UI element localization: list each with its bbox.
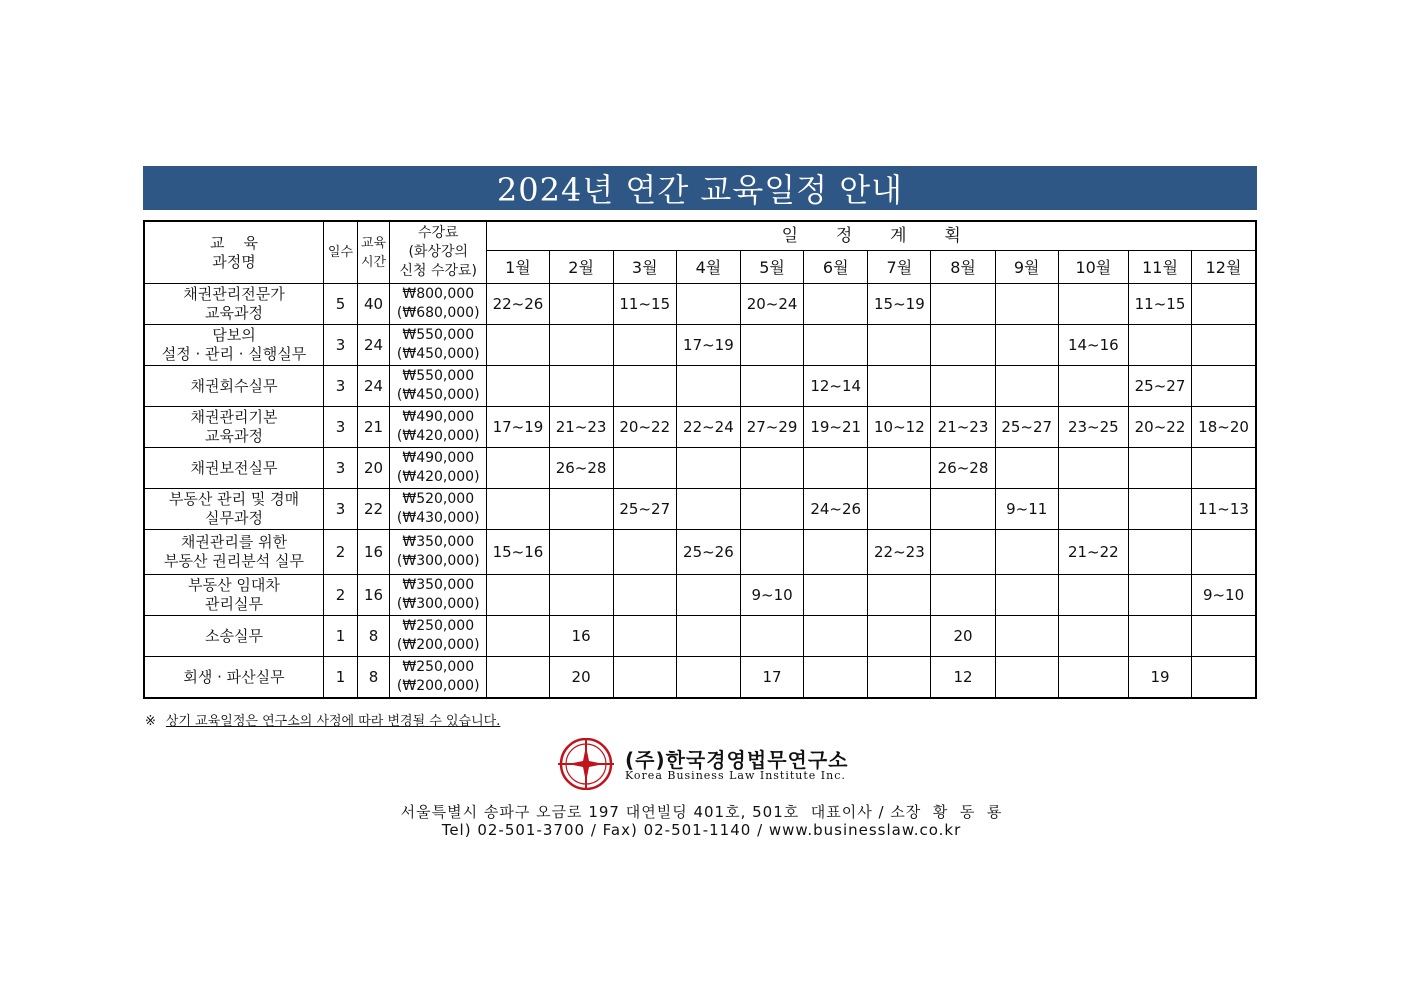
schedule-date-cell (740, 325, 803, 366)
schedule-date-cell: 22~26 (487, 284, 549, 325)
month-header: 7월 (868, 251, 931, 284)
fee-cell (390, 407, 487, 448)
schedule-date-cell (1058, 575, 1128, 616)
table-row (144, 325, 1256, 366)
course-name-cell (144, 407, 323, 448)
schedule-date-cell (740, 366, 803, 407)
schedule-date-cell (1128, 530, 1191, 575)
schedule-date-cell (804, 575, 868, 616)
schedule-date-cell: 9~10 (1192, 575, 1256, 616)
schedule-date-cell (613, 530, 676, 575)
days-cell: 2 (323, 530, 357, 575)
fee-cell (390, 657, 487, 699)
schedule-date-cell (549, 489, 613, 530)
schedule-date-cell (487, 448, 549, 489)
schedule-date-cell (804, 284, 868, 325)
plan-header: 일 정 계 획 (487, 221, 1256, 251)
schedule-date-cell: 21~22 (1058, 530, 1128, 575)
course-name-line1: 회생 · 파산실무 (183, 667, 285, 686)
course-name-cell (144, 489, 323, 530)
schedule-date-cell (1128, 448, 1191, 489)
schedule-date-cell (868, 575, 931, 616)
schedule-date-cell (613, 325, 676, 366)
fee-online-amount: (₩200,000) (396, 678, 480, 694)
month-header: 11월 (1128, 251, 1191, 284)
schedule-date-cell (676, 616, 740, 657)
days-cell: 1 (323, 616, 357, 657)
days-cell: 3 (323, 366, 357, 407)
table-row (144, 407, 1256, 448)
schedule-note (145, 710, 500, 729)
course-name-cell (144, 366, 323, 407)
course-name-line1: 담보의 (212, 326, 256, 344)
month-header: 4월 (676, 251, 740, 284)
schedule-date-cell: 11~15 (1128, 284, 1191, 325)
schedule-date-cell (1192, 530, 1256, 575)
schedule-date-cell (549, 366, 613, 407)
table-row (144, 284, 1256, 325)
schedule-date-cell (676, 489, 740, 530)
schedule-date-cell (549, 575, 613, 616)
schedule-date-cell (613, 657, 676, 699)
schedule-date-cell (995, 530, 1058, 575)
note-mark: ※ (145, 714, 156, 729)
schedule-date-cell (995, 325, 1058, 366)
hours-header-line1: 교육 (361, 235, 387, 251)
schedule-date-cell: 22~24 (676, 407, 740, 448)
schedule-date-cell (868, 325, 931, 366)
days-cell: 3 (323, 448, 357, 489)
schedule-date-cell (868, 448, 931, 489)
table-row (144, 530, 1256, 575)
schedule-date-cell (676, 657, 740, 699)
fee-online-amount: (₩450,000) (396, 387, 480, 403)
fee-cell (390, 448, 487, 489)
schedule-table (143, 220, 1257, 699)
company-name-en: Korea Business Law Institute Inc. (625, 769, 846, 782)
fee-cell (390, 616, 487, 657)
hours-cell: 16 (358, 530, 390, 575)
course-name-line2: 교육과정 (204, 427, 263, 445)
table-row (144, 657, 1256, 699)
course-name-line1: 부동산 임대차 (188, 576, 280, 594)
schedule-date-cell: 25~27 (613, 489, 676, 530)
course-header (144, 221, 323, 284)
course-name-cell (144, 657, 323, 699)
schedule-date-cell: 15~16 (487, 530, 549, 575)
course-name-line1: 부동산 관리 및 경매 (168, 490, 300, 508)
schedule-date-cell: 20~24 (740, 284, 803, 325)
fee-amount: ₩250,000 (402, 659, 475, 675)
table-row (144, 366, 1256, 407)
course-name-cell (144, 325, 323, 366)
month-header: 10월 (1058, 251, 1128, 284)
schedule-date-cell (868, 657, 931, 699)
fee-online-amount: (₩450,000) (396, 346, 480, 362)
schedule-date-cell (1128, 325, 1191, 366)
schedule-date-cell: 11~15 (613, 284, 676, 325)
schedule-date-cell: 25~27 (1128, 366, 1191, 407)
course-name-cell (144, 616, 323, 657)
schedule-date-cell: 22~23 (868, 530, 931, 575)
table-row (144, 448, 1256, 489)
schedule-date-cell (740, 448, 803, 489)
schedule-date-cell (995, 657, 1058, 699)
fee-header (390, 221, 487, 284)
schedule-date-cell (868, 366, 931, 407)
hours-cell: 22 (358, 489, 390, 530)
month-header: 2월 (549, 251, 613, 284)
month-header: 1월 (487, 251, 549, 284)
hours-cell: 20 (358, 448, 390, 489)
schedule-body (144, 284, 1256, 699)
schedule-date-cell (1192, 284, 1256, 325)
schedule-date-cell: 19 (1128, 657, 1191, 699)
schedule-date-cell (931, 284, 995, 325)
fee-online-amount: (₩680,000) (396, 305, 480, 321)
days-cell: 3 (323, 489, 357, 530)
fee-online-amount: (₩420,000) (396, 469, 480, 485)
month-header: 3월 (613, 251, 676, 284)
month-header: 12월 (1192, 251, 1256, 284)
days-cell: 2 (323, 575, 357, 616)
schedule-date-cell: 12~14 (804, 366, 868, 407)
fee-amount: ₩350,000 (402, 577, 475, 593)
schedule-date-cell (676, 575, 740, 616)
company-logo (556, 738, 876, 790)
schedule-date-cell: 27~29 (740, 407, 803, 448)
schedule-date-cell (1058, 284, 1128, 325)
schedule-date-cell: 25~27 (995, 407, 1058, 448)
schedule-date-cell (931, 530, 995, 575)
schedule-date-cell (804, 616, 868, 657)
company-name-ko: (주)한국경영법무연구소 (625, 748, 849, 772)
schedule-date-cell (1058, 616, 1128, 657)
days-cell: 5 (323, 284, 357, 325)
fee-online-amount: (₩430,000) (396, 510, 480, 526)
course-name-line2: 설정 · 관리 · 실행실무 (161, 345, 307, 363)
course-name-line2: 교육과정 (204, 304, 263, 322)
fee-header-line3: 신청 수강료) (399, 263, 477, 279)
schedule-date-cell (487, 489, 549, 530)
fee-online-amount: (₩300,000) (396, 596, 480, 612)
course-header-line2: 과정명 (212, 252, 256, 271)
company-address: 서울특별시 송파구 오금로 197 대연빌딩 401호, 501호 대표이사 / 소장 황 동 룡 (400, 803, 1003, 821)
month-header: 8월 (931, 251, 995, 284)
schedule-date-cell (1192, 325, 1256, 366)
course-name-cell (144, 575, 323, 616)
schedule-date-cell (931, 325, 995, 366)
schedule-date-cell: 12 (931, 657, 995, 699)
course-name-cell (144, 448, 323, 489)
course-header-line1: 교 육 (209, 233, 258, 252)
course-name-line1: 소송실무 (204, 626, 263, 645)
month-header: 5월 (740, 251, 803, 284)
fee-amount: ₩250,000 (402, 618, 475, 634)
schedule-date-cell: 20~22 (1128, 407, 1191, 448)
schedule-date-cell (1192, 616, 1256, 657)
schedule-date-cell (995, 284, 1058, 325)
schedule-date-cell: 21~23 (549, 407, 613, 448)
schedule-date-cell: 16 (549, 616, 613, 657)
schedule-date-cell: 17~19 (676, 325, 740, 366)
fee-amount: ₩350,000 (402, 534, 475, 550)
hours-cell: 21 (358, 407, 390, 448)
fee-amount: ₩550,000 (402, 327, 475, 343)
fee-amount: ₩490,000 (402, 409, 475, 425)
schedule-date-cell (931, 489, 995, 530)
hours-cell: 16 (358, 575, 390, 616)
schedule-date-cell (676, 284, 740, 325)
course-name-line2: 실무과정 (204, 509, 263, 527)
schedule-date-cell: 20 (931, 616, 995, 657)
schedule-date-cell: 17 (740, 657, 803, 699)
schedule-date-cell (804, 448, 868, 489)
schedule-date-cell (868, 616, 931, 657)
schedule-date-cell (549, 530, 613, 575)
schedule-date-cell (1058, 489, 1128, 530)
course-name-cell (144, 530, 323, 575)
schedule-date-cell (868, 489, 931, 530)
schedule-date-cell (676, 448, 740, 489)
schedule-date-cell (613, 616, 676, 657)
table-row (144, 489, 1256, 530)
schedule-date-cell: 24~26 (804, 489, 868, 530)
fee-header-line2: (화상강의 (408, 244, 469, 260)
schedule-date-cell (995, 448, 1058, 489)
schedule-date-cell (995, 575, 1058, 616)
schedule-date-cell (487, 657, 549, 699)
schedule-date-cell: 20~22 (613, 407, 676, 448)
fee-cell (390, 489, 487, 530)
schedule-date-cell (487, 366, 549, 407)
schedule-date-cell: 11~13 (1192, 489, 1256, 530)
schedule-date-cell (740, 530, 803, 575)
schedule-date-cell (1192, 657, 1256, 699)
hours-cell: 8 (358, 616, 390, 657)
course-name-line2: 부동산 권리분석 실무 (164, 552, 304, 570)
fee-cell (390, 530, 487, 575)
fee-header-line1: 수강료 (417, 225, 459, 241)
hours-cell: 24 (358, 325, 390, 366)
fee-amount: ₩550,000 (402, 368, 475, 384)
schedule-date-cell (1192, 366, 1256, 407)
hours-cell: 24 (358, 366, 390, 407)
schedule-date-cell (1058, 448, 1128, 489)
schedule-date-cell: 9~11 (995, 489, 1058, 530)
schedule-date-cell: 19~21 (804, 407, 868, 448)
schedule-date-cell (487, 325, 549, 366)
schedule-date-cell: 21~23 (931, 407, 995, 448)
schedule-date-cell: 26~28 (549, 448, 613, 489)
schedule-date-cell: 10~12 (868, 407, 931, 448)
course-name-line1: 채권회수실무 (190, 376, 278, 395)
schedule-date-cell (549, 284, 613, 325)
schedule-date-cell (995, 616, 1058, 657)
fee-amount: ₩490,000 (402, 450, 475, 466)
fee-cell (390, 366, 487, 407)
schedule-date-cell: 26~28 (931, 448, 995, 489)
fee-online-amount: (₩420,000) (396, 428, 480, 444)
schedule-date-cell (804, 657, 868, 699)
course-name-line1: 채권관리전문가 (183, 285, 285, 303)
fee-online-amount: (₩200,000) (396, 637, 480, 653)
schedule-date-cell: 23~25 (1058, 407, 1128, 448)
hours-cell: 40 (358, 284, 390, 325)
fee-amount: ₩520,000 (402, 491, 475, 507)
schedule-date-cell: 15~19 (868, 284, 931, 325)
schedule-date-cell (1192, 448, 1256, 489)
fee-cell (390, 284, 487, 325)
course-name-line1: 채권보전실무 (190, 458, 278, 477)
schedule-date-cell (995, 366, 1058, 407)
schedule-date-cell (1058, 366, 1128, 407)
schedule-date-cell (1128, 616, 1191, 657)
fee-online-amount: (₩300,000) (396, 553, 480, 569)
month-header: 6월 (804, 251, 868, 284)
table-row (144, 575, 1256, 616)
schedule-date-cell: 14~16 (1058, 325, 1128, 366)
schedule-date-cell (487, 616, 549, 657)
schedule-date-cell (931, 575, 995, 616)
schedule-date-cell (1128, 575, 1191, 616)
schedule-date-cell: 25~26 (676, 530, 740, 575)
schedule-date-cell (1128, 489, 1191, 530)
course-name-cell (144, 284, 323, 325)
month-header: 9월 (995, 251, 1058, 284)
schedule-date-cell: 17~19 (487, 407, 549, 448)
schedule-date-cell: 18~20 (1192, 407, 1256, 448)
table-row (144, 616, 1256, 657)
schedule-date-cell (487, 575, 549, 616)
schedule-date-cell (804, 530, 868, 575)
hours-cell: 8 (358, 657, 390, 699)
schedule-date-cell (549, 325, 613, 366)
hours-header-line2: 시간 (361, 254, 387, 270)
schedule-date-cell (676, 366, 740, 407)
page-title: 2024년 연간 교육일정 안내 (143, 166, 1257, 210)
schedule-date-cell (1058, 657, 1128, 699)
schedule-date-cell (613, 366, 676, 407)
days-cell: 3 (323, 407, 357, 448)
schedule-date-cell (740, 489, 803, 530)
schedule-date-cell (740, 616, 803, 657)
fee-amount: ₩800,000 (402, 286, 475, 302)
days-cell: 3 (323, 325, 357, 366)
schedule-date-cell (804, 325, 868, 366)
note-text: 상기 교육일정은 연구소의 사정에 따라 변경될 수 있습니다. (165, 714, 501, 729)
course-name-line2: 관리실무 (204, 595, 263, 613)
company-emblem-icon (556, 738, 618, 790)
days-header: 일수 (323, 221, 357, 284)
schedule-date-cell (931, 366, 995, 407)
fee-cell (390, 325, 487, 366)
days-cell: 1 (323, 657, 357, 699)
fee-cell (390, 575, 487, 616)
schedule-date-cell (613, 575, 676, 616)
course-name-line1: 채권관리기본 (190, 408, 278, 426)
schedule-date-cell: 9~10 (740, 575, 803, 616)
hours-header (358, 221, 390, 284)
schedule-date-cell (613, 448, 676, 489)
company-contact: Tel) 02-501-3700 / Fax) 02-501-1140 / www.businesslaw.co.kr (441, 821, 962, 839)
course-name-line1: 채권관리를 위한 (180, 533, 288, 551)
schedule-date-cell: 20 (549, 657, 613, 699)
